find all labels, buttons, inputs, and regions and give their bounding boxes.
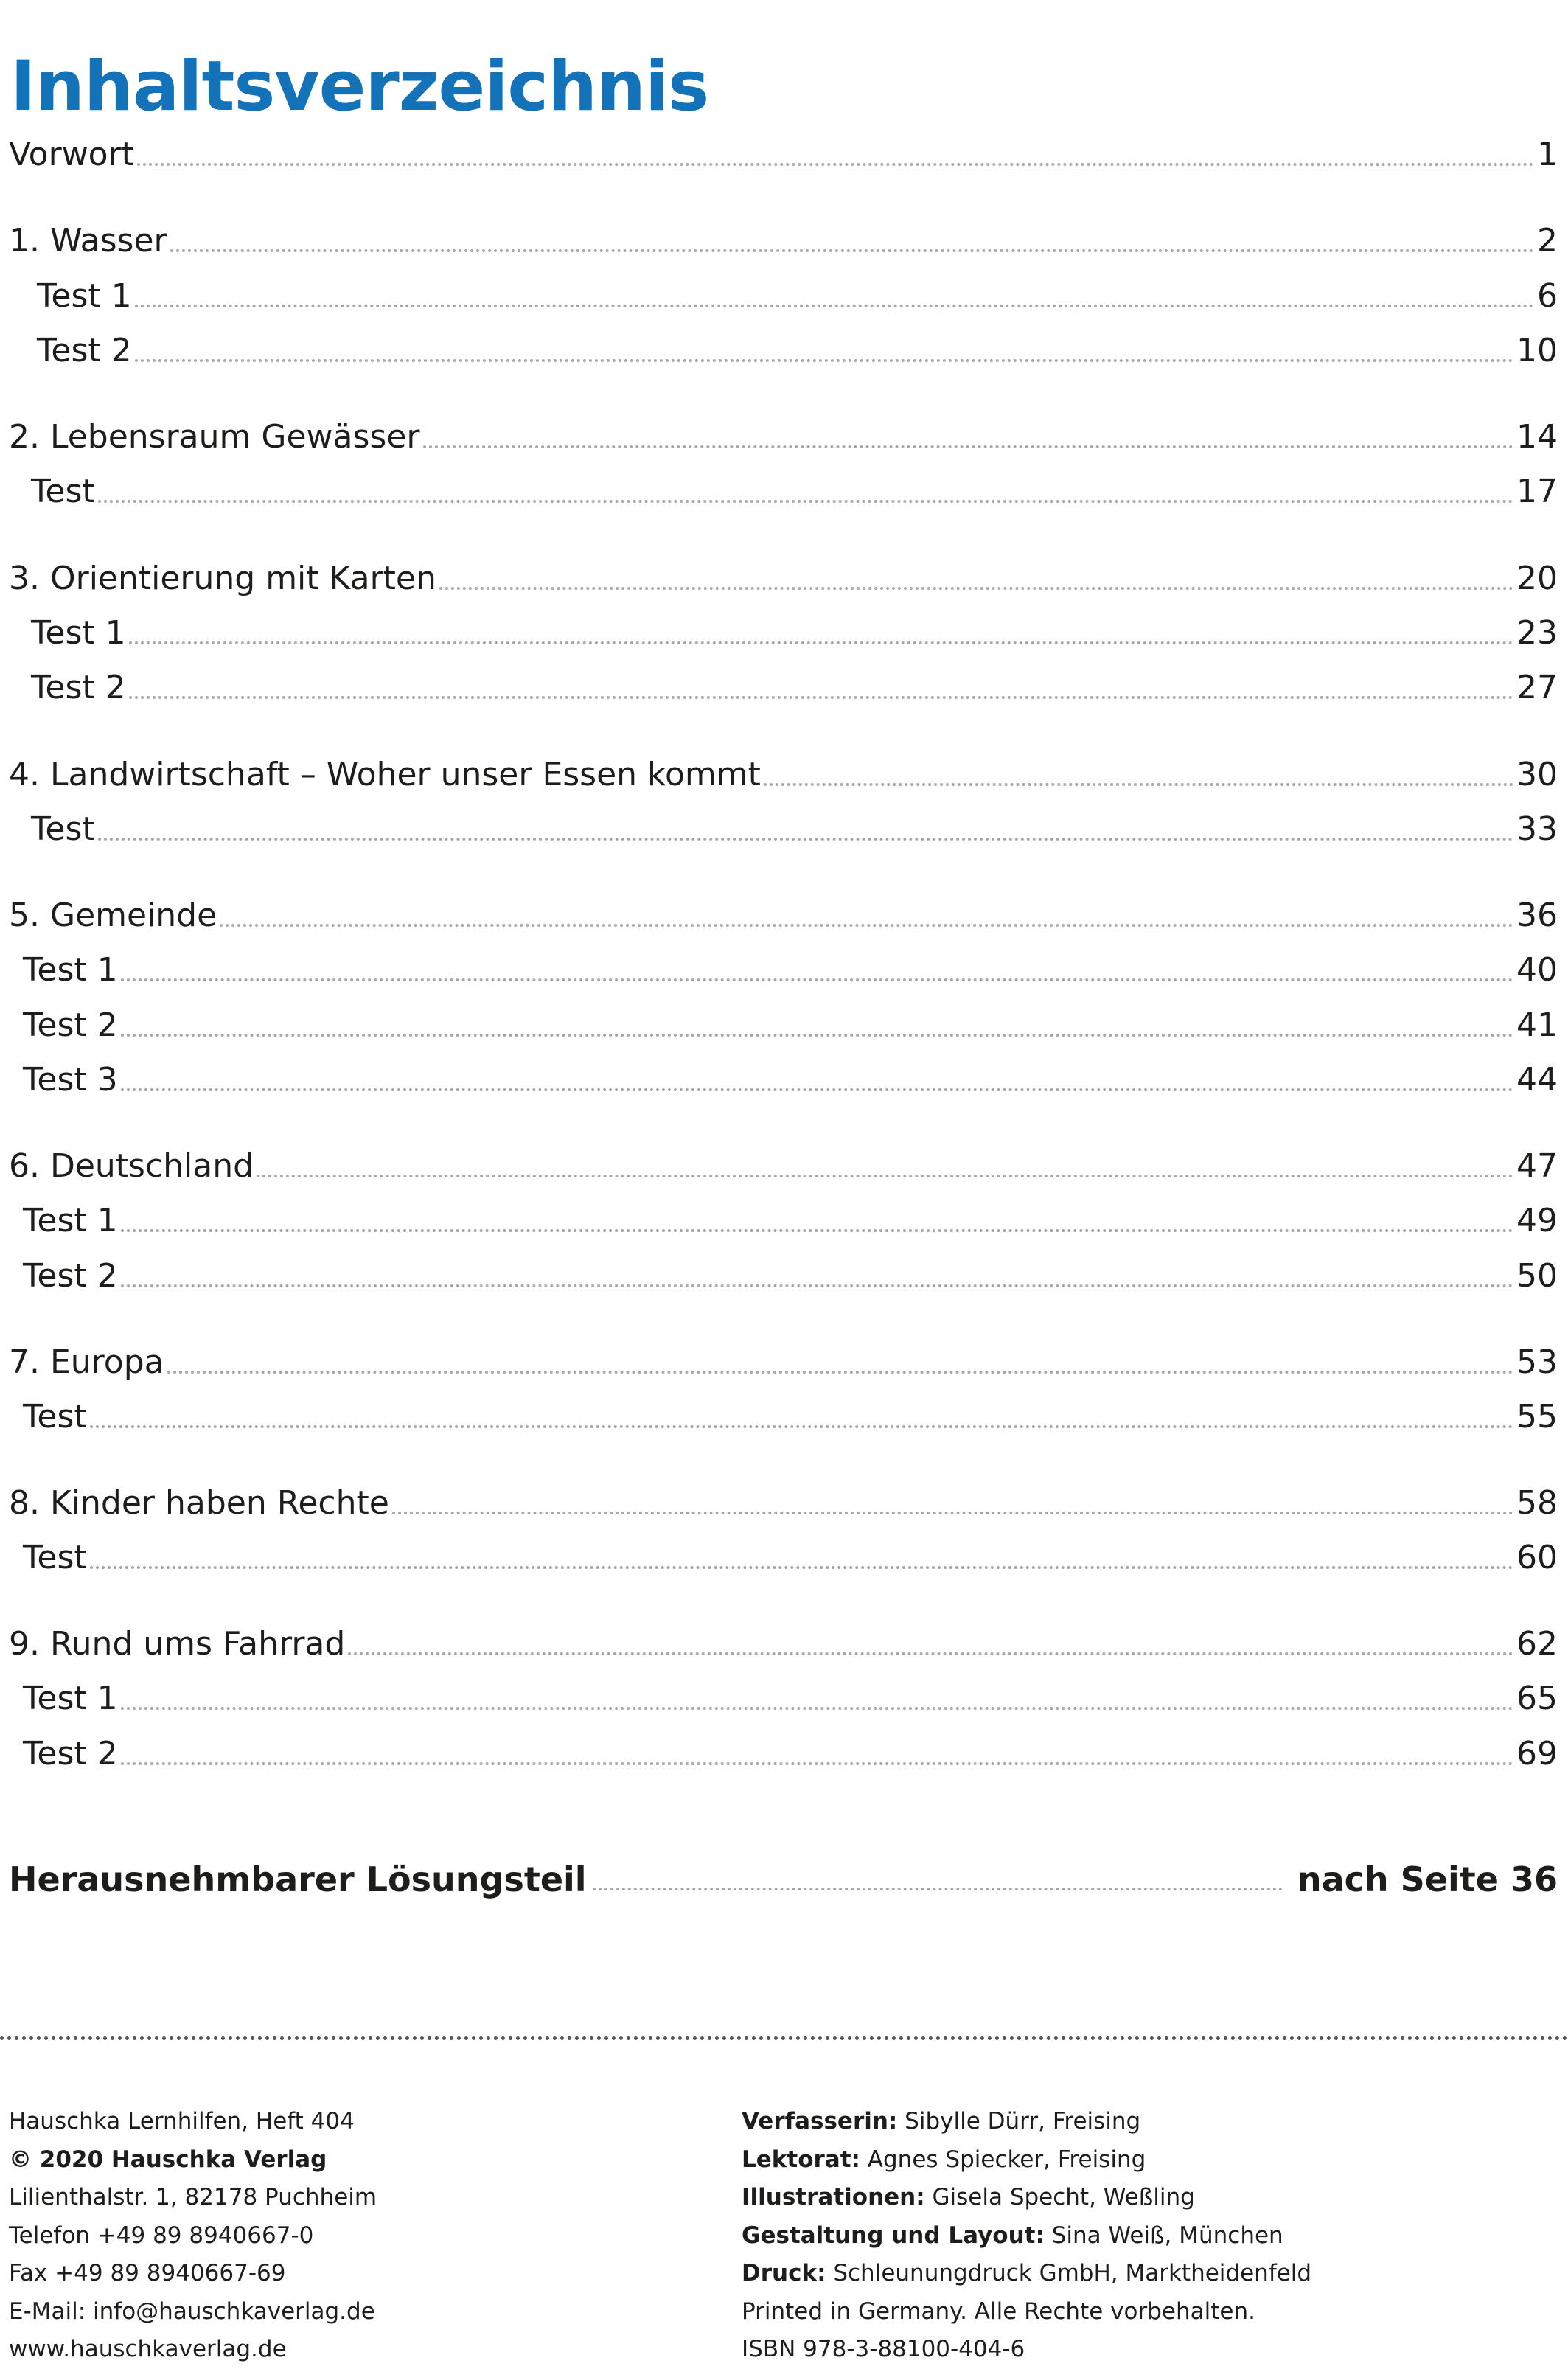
toc-entry-label: 7. Europa <box>9 1343 164 1381</box>
imprint-line: E-Mail: info@hauschkaverlag.de <box>9 2297 375 2325</box>
credit-line <box>742 2293 1311 2331</box>
toc-entry-page-number: 58 <box>1516 1484 1558 1522</box>
toc-entry-page-number: 10 <box>1516 332 1558 369</box>
dot-leader <box>135 305 1534 307</box>
dot-leader <box>90 1566 1513 1569</box>
toc-test-entry <box>31 466 1558 510</box>
imprint-credits <box>742 2103 1311 2369</box>
toc-test-entry <box>23 1532 1558 1576</box>
dot-leader <box>348 1652 1513 1655</box>
toc-test-entry <box>31 804 1558 848</box>
credit-role: Illustrationen: <box>742 2184 925 2210</box>
toc-entry-label: 9. Rund ums Fahrrad <box>9 1625 346 1663</box>
credit-value: Sina Weiß, München <box>1044 2222 1283 2249</box>
page-title: Inhaltsverzeichnis <box>10 46 709 127</box>
toc-entry-label: Test 1 <box>31 614 126 652</box>
dot-leader <box>170 249 1534 252</box>
toc-entry-page-number: 14 <box>1516 418 1558 456</box>
toc-entry-page-number: 65 <box>1516 1680 1558 1717</box>
toc-entry-page-number: 53 <box>1516 1343 1558 1381</box>
toc-chapter-entry <box>9 411 1558 456</box>
toc-entry-page-number: 27 <box>1516 669 1558 706</box>
credit-line <box>742 2141 1311 2180</box>
toc-entry-page-number: 62 <box>1516 1625 1558 1663</box>
dot-leader <box>121 1707 1513 1710</box>
toc-chapter-entry <box>9 890 1558 934</box>
credit-role: Druck: <box>742 2260 826 2286</box>
toc-entry-label: Test 2 <box>31 669 126 706</box>
toc-test-entry <box>31 608 1558 652</box>
toc-entry-page-number: 44 <box>1516 1061 1558 1099</box>
toc-entry-label: Test 2 <box>37 332 132 369</box>
toc-test-entry <box>31 662 1558 706</box>
toc-entry-label: Test 3 <box>23 1061 118 1099</box>
toc-entry-label: 3. Orientierung mit Karten <box>9 560 436 597</box>
dot-leader <box>121 978 1513 981</box>
dot-leader <box>121 1229 1513 1232</box>
toc-entry-label: Test <box>31 473 95 510</box>
toc-test-entry <box>23 1673 1558 1717</box>
toc-test-entry <box>23 1054 1558 1099</box>
toc-test-entry <box>23 1391 1558 1436</box>
toc-entry-page-number: 1 <box>1537 136 1558 173</box>
toc-entry-page-number: 6 <box>1537 277 1558 315</box>
toc-test-entry <box>23 1195 1558 1239</box>
toc-entry-label: Test <box>23 1398 87 1436</box>
credit-value: Agnes Spiecker, Freising <box>860 2146 1146 2173</box>
dot-leader <box>764 783 1513 786</box>
credit-line <box>742 2217 1311 2255</box>
toc-entry-label: 2. Lebensraum Gewässer <box>9 418 420 456</box>
dot-leader <box>121 1284 1513 1287</box>
dot-leader <box>121 1088 1513 1091</box>
toc-entry-page-number: 41 <box>1516 1006 1558 1044</box>
toc-solutions-entry <box>9 1854 1558 1898</box>
imprint-line: Telefon +49 89 8940667-0 <box>9 2222 314 2249</box>
imprint-line: www.hauschkaverlag.de <box>9 2336 287 2362</box>
toc-chapter-entry <box>9 749 1558 793</box>
toc-test-entry <box>37 271 1558 315</box>
toc-entry-page-number: 36 <box>1516 897 1558 934</box>
imprint-line: Fax +49 89 8940667-69 <box>9 2260 286 2286</box>
imprint-publisher <box>9 2103 377 2369</box>
credit-line <box>742 2179 1311 2217</box>
dot-leader <box>167 1371 1513 1374</box>
toc-test-entry <box>23 1728 1558 1773</box>
toc-entry-label: Vorwort <box>9 136 134 173</box>
credit-value: Schleunungdruck GmbH, Marktheidenfeld <box>826 2260 1312 2286</box>
dot-leader <box>392 1512 1513 1514</box>
toc-entry-page-number: 55 <box>1516 1398 1558 1436</box>
dot-leader <box>121 1034 1513 1037</box>
credit-value: ISBN 978-3-88100-404-6 <box>742 2336 1025 2362</box>
dot-leader <box>129 641 1513 644</box>
dot-leader <box>257 1175 1513 1177</box>
credit-role: Gestaltung und Layout: <box>742 2222 1045 2249</box>
toc-entry-label: Test 2 <box>23 1735 118 1773</box>
dot-leader <box>121 1762 1513 1765</box>
footer-divider <box>0 2036 1568 2040</box>
credit-line <box>742 2255 1311 2293</box>
toc-entry-page-number: 50 <box>1516 1257 1558 1295</box>
dot-leader <box>98 500 1513 503</box>
toc-entry-label: Herausnehmbarer Lösungsteil <box>9 1860 587 1899</box>
credit-role: Lektorat: <box>742 2146 860 2173</box>
toc-chapter-entry <box>9 1141 1558 1185</box>
toc-entry-label: Test 1 <box>37 277 132 315</box>
toc-entry-label: Test 1 <box>23 1680 118 1717</box>
credit-line <box>742 2103 1311 2141</box>
toc-entry-label: Test 2 <box>23 1006 118 1044</box>
toc-chapter-entry <box>9 215 1558 260</box>
toc-entry-page-number: 49 <box>1516 1202 1558 1239</box>
toc-entry-label: 1. Wasser <box>9 222 167 260</box>
dot-leader <box>220 924 1513 927</box>
imprint-line: © 2020 Hauschka Verlag <box>9 2146 327 2173</box>
dot-leader <box>439 587 1513 590</box>
toc-entry-page-number: 2 <box>1537 222 1558 260</box>
toc-chapter-entry <box>9 1478 1558 1522</box>
toc-chapter-entry <box>9 553 1558 597</box>
dot-leader <box>593 1888 1283 1890</box>
toc-entry-page-number: 47 <box>1516 1147 1558 1185</box>
toc-entry-label: 4. Landwirtschaft – Woher unser Essen kommt <box>9 756 761 793</box>
toc-entry-page-number: 69 <box>1516 1735 1558 1773</box>
toc-entry-label: Test 1 <box>23 951 118 989</box>
toc-entry-page-number: 20 <box>1516 560 1558 597</box>
toc-entry-label: Test <box>31 810 95 848</box>
toc-chapter-entry <box>9 1337 1558 1381</box>
credit-value: Printed in Germany. Alle Rechte vorbehalten. <box>742 2297 1255 2325</box>
credit-role: Verfasserin: <box>742 2108 898 2135</box>
toc-entry-label: 5. Gemeinde <box>9 897 217 934</box>
credit-value: Sibylle Dürr, Freising <box>897 2108 1141 2135</box>
dot-leader <box>98 838 1513 841</box>
toc-test-entry <box>23 1000 1558 1044</box>
toc-chapter-entry <box>9 129 1558 173</box>
dot-leader <box>90 1425 1513 1428</box>
toc-entry-label: Test 2 <box>23 1257 118 1295</box>
dot-leader <box>129 696 1513 699</box>
toc-entry-page-number: 60 <box>1516 1539 1558 1576</box>
toc-entry-page-number: 23 <box>1516 614 1558 652</box>
toc-entry-page-number: nach Seite 36 <box>1297 1860 1558 1899</box>
toc-test-entry <box>37 325 1558 369</box>
toc-entry-page-number: 33 <box>1516 810 1558 848</box>
credit-value: Gisela Specht, Weßling <box>924 2184 1195 2210</box>
dot-leader <box>135 359 1513 362</box>
imprint-line: Lilienthalstr. 1, 82178 Puchheim <box>9 2184 377 2210</box>
dot-leader <box>137 163 1534 166</box>
toc-entry-label: Test <box>23 1539 87 1576</box>
toc-entry-page-number: 17 <box>1516 473 1558 510</box>
toc-chapter-entry <box>9 1618 1558 1663</box>
toc-test-entry <box>23 1250 1558 1295</box>
toc-entry-page-number: 40 <box>1516 951 1558 989</box>
imprint-line: Hauschka Lernhilfen, Heft 404 <box>9 2108 355 2135</box>
toc-entry-label: 6. Deutschland <box>9 1147 254 1185</box>
credit-line <box>742 2331 1311 2369</box>
toc-entry-label: 8. Kinder haben Rechte <box>9 1484 389 1522</box>
toc-entry-page-number: 30 <box>1516 756 1558 793</box>
toc-test-entry <box>23 945 1558 989</box>
toc-entry-label: Test 1 <box>23 1202 118 1239</box>
dot-leader <box>423 445 1514 448</box>
